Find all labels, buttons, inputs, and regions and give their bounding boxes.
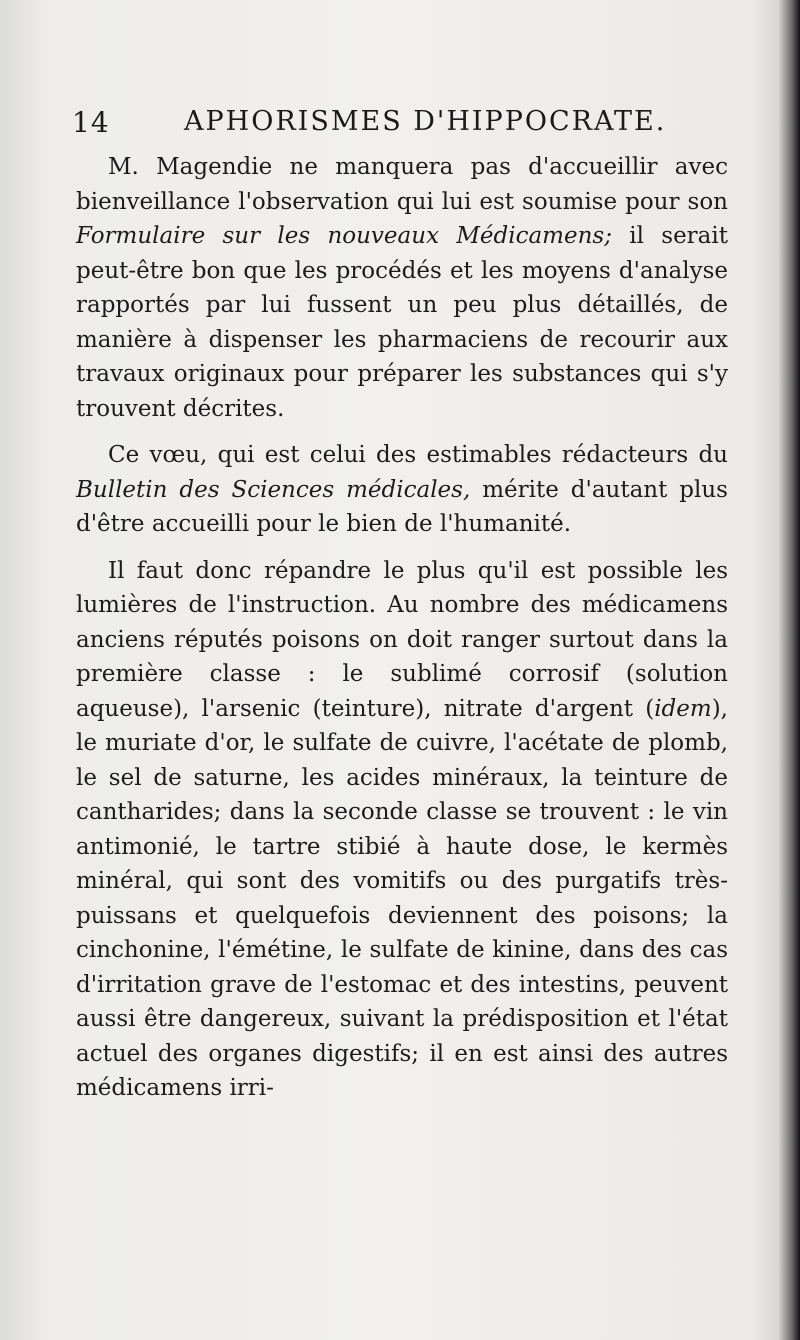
running-title: APHORISMES D'HIPPOCRATE.: [184, 106, 667, 137]
italic-title-bulletin: Bulletin des Sciences médicales,: [76, 476, 471, 503]
italic-title-formulaire: Formulaire sur les nouveaux Médicamens;: [76, 223, 612, 249]
paragraph-text: Il faut donc répandre le plus qu'il est possible les lumières de l'instruction. Au nombre des médicamens anciens réputés poisons on doit ranger surtout dans la première classe : le sublimé corrosif (solution aqueuse), l'arsenic (teinture), nitrate d'argent (: [76, 557, 728, 722]
italic-idem: idem: [654, 695, 712, 722]
paragraph-voeu: [76, 438, 728, 542]
paragraph-text: mérite d'autant plus d'être accueilli pour le bien de l'humanité.: [76, 476, 728, 537]
paragraph-text: il serait peut-être bon que les procédés et les moyens d'analyse rapportés par lui fussent un peu plus détaillés, de manière à dispenser les pharmaciens de recourir aux travaux originaux pour préparer les substances qui s'y trouvent décrites.: [76, 223, 728, 422]
body-text: [76, 150, 728, 1106]
page-number: 14: [72, 106, 110, 139]
paragraph-poisons: [76, 554, 728, 1106]
page-header: [72, 100, 732, 150]
page-edge-shadow: [778, 0, 800, 1340]
paragraph-text: M. Magendie ne manquera pas d'accueillir avec bienveillance l'observation qui lui est soumise pour son: [76, 154, 728, 215]
paragraph-magendie: [76, 150, 728, 426]
paragraph-text: Ce vœu, qui est celui des estimables rédacteurs du: [108, 442, 728, 468]
paragraph-text: ), le muriate d'or, le sulfate de cuivre, l'acétate de plomb, le sel de saturne, les acides minéraux, la teinture de cantharides; dans la seconde classe se trouvent : le vin antimonié, le tartre stibié à haute dose, le kermès minéral, qui sont des vomitifs ou des purgatifs très-puissans et quelquefois deviennent des poisons; la cinchonine, l'émétine, le sulfate de kinine, dans des cas d'irritation grave de l'estomac et des intestins, peuvent aussi être dangereux, suivant la prédisposition et l'état actuel des organes digestifs; il en est ainsi des autres médicamens irri-: [76, 695, 728, 1101]
